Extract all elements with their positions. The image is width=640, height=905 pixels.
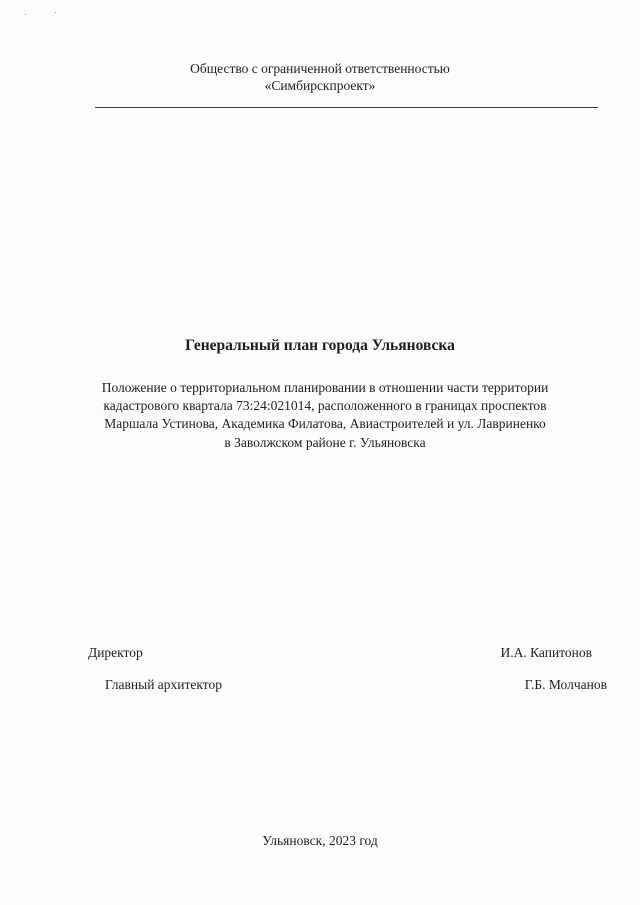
- architect-role: Главный архитектор: [105, 677, 222, 692]
- description-line: Положение о территориальном планировании в отношении части территории: [101, 380, 549, 395]
- document-description: [60, 379, 590, 452]
- header-divider: [95, 107, 598, 108]
- description-line: в Заволжском районе г. Ульяновска: [224, 434, 426, 450]
- scan-speck: [55, 12, 56, 13]
- organization-brand: «Симбирскпроект»: [264, 78, 376, 93]
- description-line: кадастрового квартала 73:24:021014, расположенного в границах проспектов: [103, 398, 547, 414]
- organization-name: Общество с ограниченной ответственностью: [190, 61, 450, 76]
- director-role: Директор: [88, 645, 143, 660]
- document-title: Генеральный план города Ульяновска: [185, 337, 455, 354]
- description-line: Маршала Устинова, Академика Филатова, Авиастроителей и ул. Лавриненко: [104, 416, 546, 432]
- organization-header: [0, 60, 640, 94]
- scan-speck: [25, 14, 26, 15]
- architect-name: Г.Б. Молчанов: [524, 677, 607, 692]
- director-name: И.А. Капитонов: [500, 645, 592, 660]
- city-year: Ульяновск, 2023 год: [262, 833, 378, 848]
